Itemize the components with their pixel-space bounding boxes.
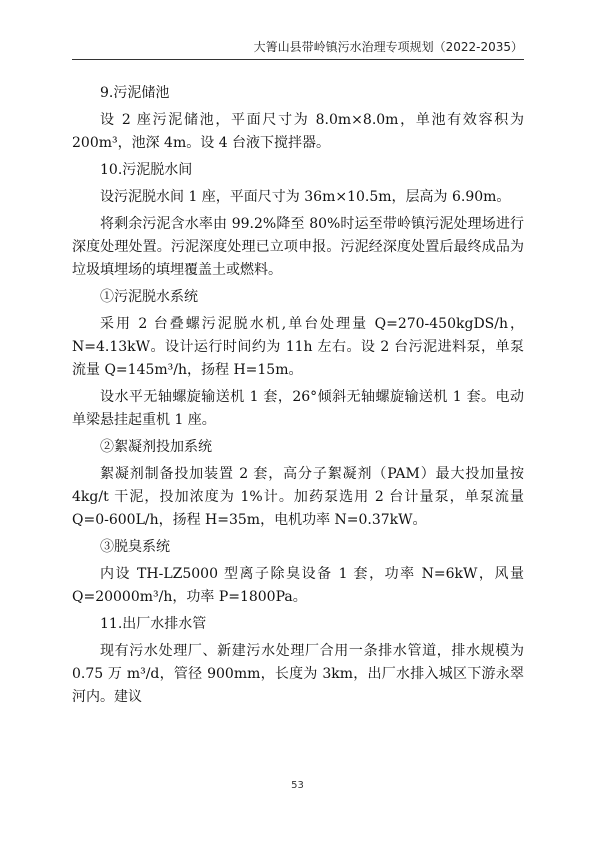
running-header: 大箐山县带岭镇污水治理专项规划（2022-2035） — [253, 40, 523, 54]
flocculant-dosing-system-title: ②絮凝剂投加系统 — [100, 439, 212, 455]
deodorization-system-title: ③脱臭系统 — [100, 539, 170, 555]
document-body — [72, 78, 524, 713]
section-10-title: 10.污泥脱水间 — [100, 162, 193, 178]
section-10-paragraph-2: 将剩余污泥含水率由 99.2%降至 80%时运至带岭镇污泥处理场进行深度处理处置。污泥深度处理已立项申报。污泥经深度处置后最终成品为垃圾填埋场的填埋覆盖土或燃料。 — [72, 216, 524, 278]
deodorization-system-paragraph: 内设 TH-LZ5000 型离子除臭设备 1 套，功率 N=6kW，风量 Q=20000m³/h，功率 P=1800Pa。 — [72, 566, 524, 605]
header-divider — [72, 59, 524, 60]
section-11-paragraph: 现有污水处理厂、新建污水处理厂合用一条排水管道，排水规模为 0.75 万 m³/d，管径 900mm，长度为 3km，出厂水排入城区下游永翠河内。建议 — [72, 643, 524, 705]
sludge-dewatering-system-paragraph-2: 设水平无轴螺旋输送机 1 套，26°倾斜无轴螺旋输送机 1 套。电动单梁悬挂起重机 1 座。 — [72, 389, 524, 428]
section-10-paragraph-1: 设污泥脱水间 1 座，平面尺寸为 36m×10.5m，层高为 6.90m。 — [100, 189, 511, 205]
section-11-title: 11.出厂水排水管 — [100, 616, 207, 632]
section-9-title: 9.污泥储池 — [100, 85, 170, 101]
flocculant-dosing-system-paragraph: 絮凝剂制备投加装置 2 套，高分子絮凝剂（PAM）最大投加量按 4kg/t 干泥，投加浓度为 1%计。加药泵选用 2 台计量泵，单泵流量 Q=0-600L/h，扬程 H=35m，电机功率 N=0.37kW。 — [72, 466, 524, 528]
page-number: 53 — [291, 780, 304, 791]
section-9-paragraph: 设 2 座污泥储池，平面尺寸为 8.0m×8.0m，单池有效容积为 200m³，池深 4m。设 4 台液下搅拌器。 — [72, 112, 524, 151]
sludge-dewatering-system-paragraph-1: 采用 2 台叠螺污泥脱水机,单台处理量 Q=270-450kgDS/h，N=4.13kW。设计运行时间约为 11h 左右。设 2 台污泥进料泵，单泵流量 Q=145m³/h，扬程 H=15m。 — [72, 316, 524, 378]
sludge-dewatering-system-title: ①污泥脱水系统 — [100, 289, 198, 305]
